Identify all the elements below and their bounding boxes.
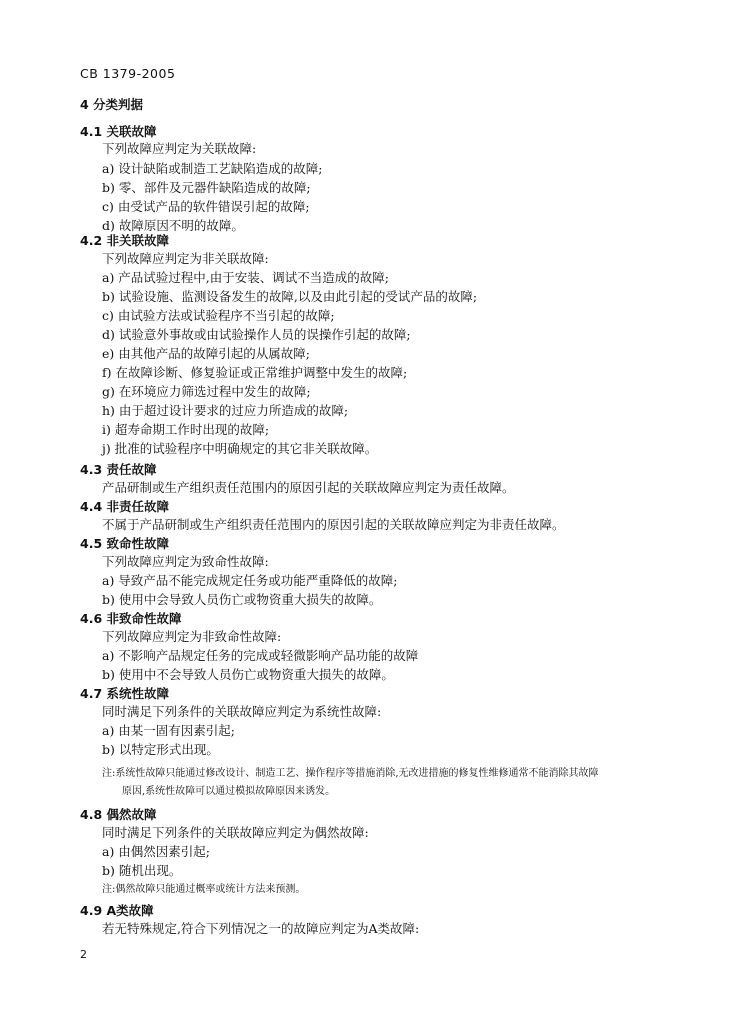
list-item: b) 以特定形式出现。 — [102, 742, 219, 757]
clause-text: 同时满足下列条件的关联故障应判定为系统性故障: — [102, 704, 382, 719]
list-item: b) 随机出现。 — [102, 863, 182, 878]
clause-4-4-heading: 4.4 非责任故障 — [80, 499, 169, 514]
clause-4-2-heading: 4.2 非关联故障 — [80, 233, 169, 248]
clause-4-8-heading: 4.8 偶然故障 — [80, 807, 157, 822]
note-text: 注:偶然故障只能通过概率或统计方法来预测。 — [102, 884, 306, 895]
list-item: h) 由于超过设计要求的过应力所造成的故障; — [102, 403, 349, 418]
list-item: b) 使用中不会导致人员伤亡或物资重大损失的故障。 — [102, 667, 394, 682]
clause-text: 下列故障应判定为致命性故障: — [102, 554, 269, 569]
clause-text: 同时满足下列条件的关联故障应判定为偶然故障: — [102, 825, 369, 840]
list-item: b) 零、部件及元器件缺陷造成的故障; — [102, 180, 311, 195]
clause-text: 下列故障应判定为非致命性故障: — [102, 629, 282, 644]
list-item: i) 超寿命期工作时出现的故障; — [102, 422, 270, 437]
clause-4-3-heading: 4.3 责任故障 — [80, 462, 157, 477]
clause-text: 下列故障应判定为关联故障: — [102, 141, 257, 156]
list-item: a) 产品试验过程中,由于安装、调试不当造成的故障; — [102, 270, 389, 285]
list-item: a) 设计缺陷或制造工艺缺陷造成的故障; — [102, 161, 323, 176]
list-item: a) 由偶然因素引起; — [102, 844, 211, 859]
list-item: a) 由某一固有因素引起; — [102, 723, 236, 738]
list-item: g) 在环境应力筛选过程中发生的故障; — [102, 384, 311, 399]
list-item: a) 导致产品不能完成规定任务或功能严重降低的故障; — [102, 573, 398, 588]
note-text-continued: 原因,系统性故障可以通过模拟故障原因来诱发。 — [122, 786, 336, 797]
list-item: a) 不影响产品规定任务的完成或轻微影响产品功能的故障 — [102, 648, 419, 663]
clause-4-9-heading: 4.9 A类故障 — [80, 903, 154, 918]
clause-4-5-heading: 4.5 致命性故障 — [80, 536, 169, 551]
clause-4-6-heading: 4.6 非致命性故障 — [80, 611, 182, 626]
list-item: d) 故障原因不明的故障。 — [102, 218, 244, 233]
list-item: c) 由试验方法或试验程序不当引起的故障; — [102, 308, 335, 323]
list-item: b) 试验设施、监测设备发生的故障,以及由此引起的受试产品的故障; — [102, 289, 478, 304]
clause-4-7-heading: 4.7 系统性故障 — [80, 686, 169, 701]
list-item: d) 试验意外事故或由试验操作人员的误操作引起的故障; — [102, 327, 411, 342]
list-item: b) 使用中会导致人员伤亡或物资重大损失的故障。 — [102, 592, 382, 607]
list-item: j) 批准的试验程序中明确规定的其它非关联故障。 — [102, 441, 378, 456]
section-4-heading: 4 分类判据 — [80, 97, 144, 112]
clause-text: 不属于产品研制或生产组织责任范围内的原因引起的关联故障应判定为非责任故障。 — [102, 517, 565, 532]
list-item: f) 在故障诊断、修复验证或正常维护调整中发生的故障; — [102, 365, 408, 380]
list-item: c) 由受试产品的软件错误引起的故障; — [102, 199, 310, 214]
page-number: 2 — [80, 948, 87, 961]
clause-text: 下列故障应判定为非关联故障: — [102, 251, 269, 266]
clause-text: 产品研制或生产组织责任范围内的原因引起的关联故障应判定为责任故障。 — [102, 480, 515, 495]
note-text: 注:系统性故障只能通过修改设计、制造工艺、操作程序等措施消除,无改进措施的修复性维修通常不能消除其故障 — [102, 768, 599, 779]
list-item: e) 由其他产品的故障引起的从属故障; — [102, 346, 310, 361]
clause-4-1-heading: 4.1 关联故障 — [80, 124, 157, 139]
clause-text: 若无特殊规定,符合下列情况之一的故障应判定为A类故障: — [102, 921, 420, 936]
standard-code-header: CB 1379-2005 — [80, 66, 176, 81]
